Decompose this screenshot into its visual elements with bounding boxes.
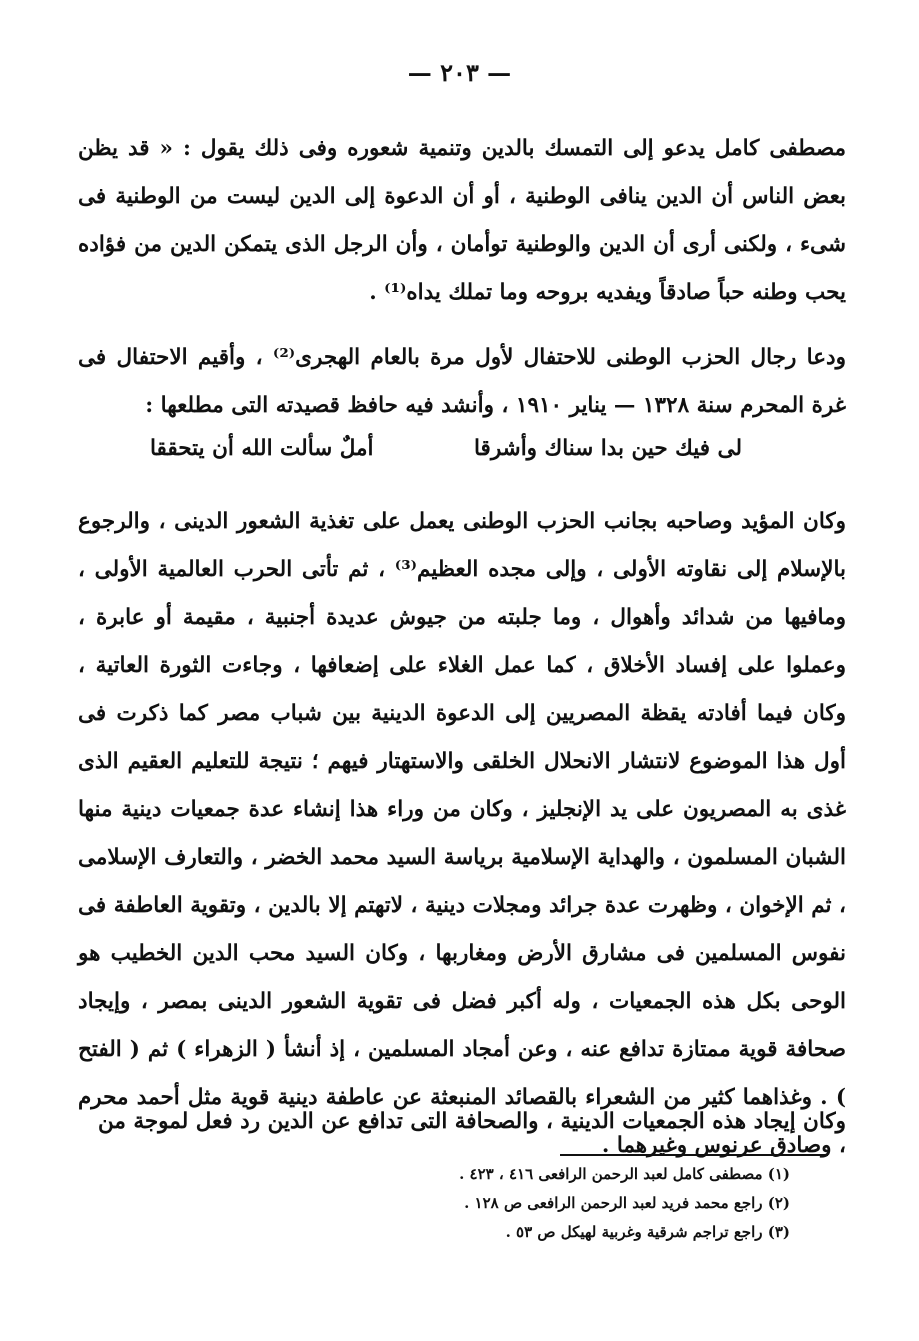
footnote-divider xyxy=(560,1154,828,1156)
paragraph-text: وكان إيجاد هذه الجمعيات الدينية ، والصحافة التى تدافع عن الدين رد فعل لموجة من xyxy=(97,1109,846,1134)
paragraph-2 xyxy=(78,334,846,430)
verse-first-hemistich: لى فيك حين بدا سناك وأشرقا xyxy=(473,436,742,461)
page-number: — ٢٠٣ — xyxy=(407,58,512,87)
footnote-2: (٢) راجع محمد فريد لعبد الرحمن الرافعى ص ١٢٨ . xyxy=(464,1194,790,1212)
footnote-1: (١) مصطفى كامل لعبد الرحمن الرافعى ٤١٦ ، ٤٢٣ . xyxy=(459,1165,790,1183)
verse-second-hemistich: أملٌ سألت الله أن يتحققا xyxy=(150,436,374,461)
paragraph-1 xyxy=(78,125,846,317)
poem-verse xyxy=(150,428,742,474)
footnote-3: (٣) راجع تراجم شرقية وغربية لهيكل ص ٥٣ . xyxy=(505,1223,790,1241)
paragraph-text: ودعا رجال الحزب الوطنى للاحتفال لأول مرة بالعام الهجرى⁽²⁾ ، وأقيم الاحتفال فى غرة المحرم سنة ١٣٢٨ — يناير ١٩١٠ ، وأنشد فيه حافظ قصيدته التى مطلعها : xyxy=(78,345,846,418)
paragraph-4 xyxy=(78,1098,846,1146)
paragraph-text: وكان المؤيد وصاحبه بجانب الحزب الوطنى يعمل على تغذية الشعور الدينى ، والرجوع بالإسلام إلى نقاوته الأولى ، وإلى مجده العظيم⁽³⁾ ، ثم تأتى الحرب العالمية الأولى ، ومافيها من شدائد وأهوال ، وما جلبته من جيوش عديدة أجنبية ، مقيمة أو عابرة ، وعملوا على إفساد الأخلاق ، كما عمل الغلاء على إضعافها ، وجاءت الثورة العاتية ، وكان فيما أفادته يقظة المصريين إلى الدعوة الدينية بين شباب مصر كما ذكرت فى أول هذا الموضوع لانتشار الانحلال الخلقى والاستهتار فيهم ؛ نتيجة للتعليم العقيم الذى غذى به المصريون على يد الإنجليز ، وكان من وراء هذا إنشاء عدة جمعيات دينية منها الشبان المسلمون ، والهداية الإسلامية برياسة السيد محمد الخضر ، والتعارف الإسلامى ، ثم الإخوان ، وظهرت عدة جرائد ومجلات دينية ، لاتهتم إلا بالدين ، وتقوية العاطفة فى نفوس المسلمين فى مشارق الأرض ومغاربها ، وكان السيد محب الدين الخطيب هو الوحى بكل هذه الجمعيات ، وله أكبر فضل فى تقوية الشعور الدينى بمصر ، وإيجاد صحافة قوية ممتازة تدافع عنه ، وعن أمجاد المسلمين ، إذ أنشأ ( الزهراء ) ثم ( الفتح ) . وغذاهما كثير من الشعراء بالقصائد المنبعثة عن عاطفة دينية قوية مثل أحمد محرم ، وصادق عرنوس وغيرهما . xyxy=(78,509,846,1158)
footnotes xyxy=(360,1160,790,1247)
paragraph-3 xyxy=(78,498,846,1170)
paragraph-text: مصطفى كامل يدعو إلى التمسك بالدين وتنمية شعوره وفى ذلك يقول : « قد يظن بعض الناس أن الدين ينافى الوطنية ، أو أن الدعوة إلى الدين ليست من الوطنية فى شىء ، ولكنى أرى أن الدين والوطنية توأمان ، وأن الرجل الذى يتمكن الدين من فؤاده يحب وطنه حباً صادقاً ويفديه بروحه وما تملك يداه⁽¹⁾ . xyxy=(78,136,846,305)
